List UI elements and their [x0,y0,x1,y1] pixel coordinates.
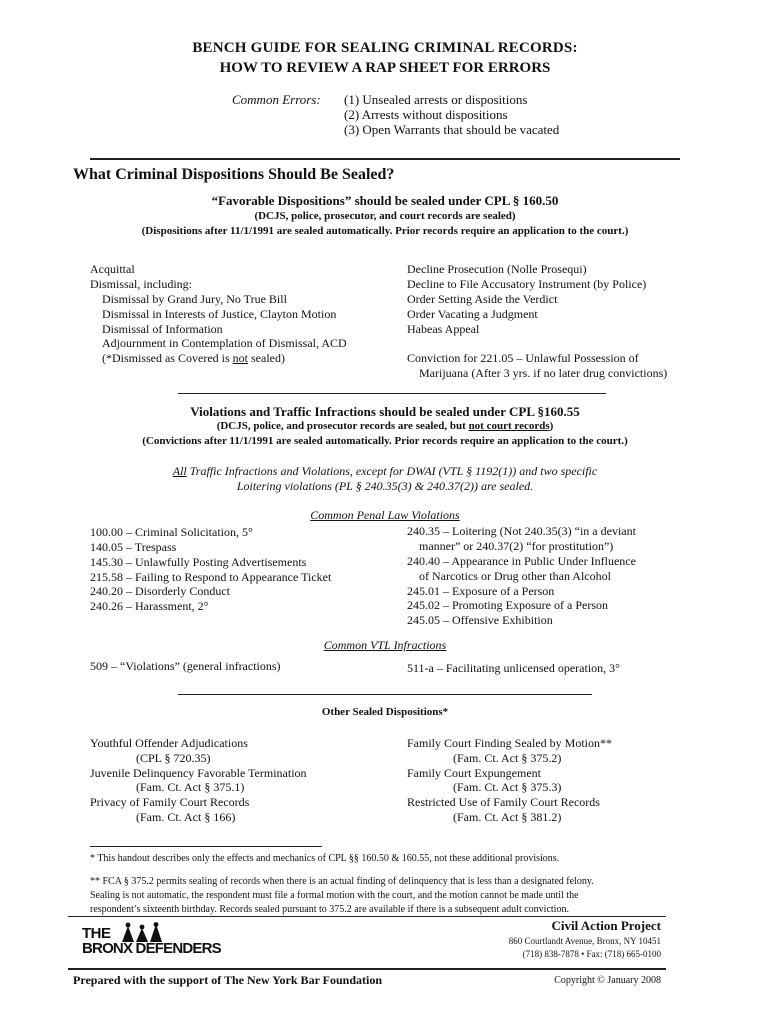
project-name: Civil Action Project [551,918,661,933]
penal-left-4: 215.58 – Failing to Respond to Appearance Ticket [90,570,332,584]
s1-right-2: Decline to File Accusatory Instrument (by Police) [407,277,647,291]
s1-right-7: Marijuana (After 3 yrs. if no later drug convictions) [419,366,668,380]
vtl-heading [0,638,770,653]
penal-right-7: 245.05 – Offensive Exhibition [407,613,553,627]
footnote-2-line2: Sealing is not automatic, the respondent must file a formal motion with the court, and the motion cannot be made until the [90,890,579,901]
error-item-2: (2) Arrests without dispositions [344,107,508,122]
section1-heading: What Criminal Dispositions Should Be Sealed? [73,166,395,183]
copyright: Copyright © January 2008 [554,975,661,986]
penal-left-6: 240.26 – Harassment, 2° [90,599,209,613]
logo-the: THE [82,925,111,942]
logo-name: BRONX DEFENDERS [82,940,221,957]
common-errors-label: Common Errors: [232,92,321,107]
vtl-left: 509 – “Violations” (general infractions) [90,659,281,673]
footer-divider-bottom [68,968,666,970]
s1-right-3: Order Setting Aside the Verdict [407,292,558,306]
section2-heading: Violations and Traffic Infractions should be sealed under CPL §160.55 [190,404,580,419]
section1-sub2: (DCJS, police, prosecutor, and court records are sealed) [254,210,516,222]
s3-right-2: (Fam. Ct. Act § 375.2) [453,751,562,765]
vtl-heading-text: Common VTL Infractions [323,638,447,652]
s1-left-3: Dismissal by Grand Jury, No True Bill [102,292,287,306]
divider-top [90,158,680,160]
s3-left-6: (Fam. Ct. Act § 166) [136,810,236,824]
project-phone: (718) 838-7878 • Fax: (718) 665-0100 [522,949,661,959]
s1-left-6: Adjournment in Contemplation of Dismissal, ACD [102,336,347,350]
footnote-2-line1: ** FCA § 375.2 permits sealing of records when there is an actual finding of delinquency that is less than a designated felony. [90,876,594,887]
penal-right-3: 240.40 – Appearance in Public Under Influence [407,554,636,568]
section1-sub3: (Dispositions after 11/1/1991 are sealed automatically. Prior records require an application to the court.) [141,225,629,237]
penal-left-1: 100.00 – Criminal Solicitation, 5° [90,525,253,539]
s3-left-5: Privacy of Family Court Records [90,795,250,809]
penal-left-3: 145.30 – Unlawfully Posting Advertisements [90,555,307,569]
s3-right-6: (Fam. Ct. Act § 381.2) [453,810,562,824]
penal-heading-text: Common Penal Law Violations [310,508,460,522]
error-item-3: (3) Open Warrants that should be vacated [344,122,560,137]
s1-left-5: Dismissal of Information [102,322,223,336]
section2-sub1 [0,420,770,432]
section2-italic1 [0,464,770,479]
s1-left-7a: (*Dismissed as Covered is [102,351,233,365]
footer-divider-top [68,916,666,917]
footnote-2-line3: respondent’s sixteenth birthday. Records sealed pursuant to 375.2 are available if there is a subsequent adult conviction. [90,904,569,915]
section3-heading: Other Sealed Dispositions* [321,706,449,718]
s1-left-4: Dismissal in Interests of Justice, Clayton Motion [102,307,337,321]
s3-left-2: (CPL § 720.35) [136,751,211,765]
penal-left-2: 140.05 – Trespass [90,540,177,554]
s3-right-1: Family Court Finding Sealed by Motion** [407,736,613,750]
s3-left-3: Juvenile Delinquency Favorable Termination [90,766,307,780]
section2-sub2: (Convictions after 11/1/1991 are sealed automatically. Prior records require an application to the court.) [142,435,628,447]
project-address: 860 Courtlandt Avenue, Bronx, NY 10451 [508,936,661,946]
footnote-1: * This handout describes only the effects and mechanics of CPL §§ 160.50 & 160.55, not these additional provisions. [90,853,560,864]
s3-right-4: (Fam. Ct. Act § 375.3) [453,780,562,794]
s1-right-4: Order Vacating a Judgment [407,307,538,321]
s1-left-7c: sealed) [248,351,285,365]
s1-left-7 [102,351,285,366]
penal-right-1: 240.35 – Loitering (Not 240.35(3) “in a deviant [407,524,636,538]
penal-left-5: 240.20 – Disorderly Conduct [90,584,230,598]
s2-italic1-b: Traffic Infractions and Violations, except for DWAI (VTL § 1192(1)) and two specific [186,464,598,478]
section1-sub1: “Favorable Dispositions” should be sealed under CPL § 160.50 [211,193,559,208]
page-title-line2: HOW TO REVIEW A RAP SHEET FOR ERRORS [219,60,551,76]
divider-s3 [178,694,592,695]
error-item-1: (1) Unsealed arrests or dispositions [344,92,528,107]
s1-right-5: Habeas Appeal [407,322,480,336]
footnote-divider [90,846,322,847]
s3-left-1: Youthful Offender Adjudications [90,736,248,750]
s3-right-3: Family Court Expungement [407,766,541,780]
s2-sub1-a: (DCJS, police, and prosecutor records are sealed, but [216,420,469,432]
penal-right-4: of Narcotics or Drug other than Alcohol [419,569,611,583]
vtl-right: 511-a – Facilitating unlicensed operation, 3° [407,661,620,675]
bronx-defenders-logo [82,922,242,960]
s1-left-7b: not [232,351,248,365]
s1-right-6: Conviction for 221.05 – Unlawful Possession of [407,351,639,365]
s1-left-2: Dismissal, including: [90,277,192,291]
section2-italic2: Loitering violations (PL § 240.35(3) & 240.37(2)) are sealed. [236,479,534,493]
s2-sub1-b: not court records [468,420,550,432]
penal-right-5: 245.01 – Exposure of a Person [407,584,555,598]
s2-sub1-c: ) [549,420,554,432]
s3-right-5: Restricted Use of Family Court Records [407,795,600,809]
divider-s2 [178,393,606,394]
s2-italic1-a: All [172,464,187,478]
page-title-line1: BENCH GUIDE FOR SEALING CRIMINAL RECORDS: [192,40,578,56]
s1-right-1: Decline Prosecution (Nolle Prosequi) [407,262,587,276]
support-credit: Prepared with the support of The New York Bar Foundation [73,973,383,987]
penal-right-2: manner” or 240.37(2) “for prostitution”) [419,539,614,553]
s3-left-4: (Fam. Ct. Act § 375.1) [136,780,245,794]
s1-left-1: Acquittal [90,262,135,276]
penal-right-6: 245.02 – Promoting Exposure of a Person [407,598,608,612]
penal-heading [0,508,770,523]
